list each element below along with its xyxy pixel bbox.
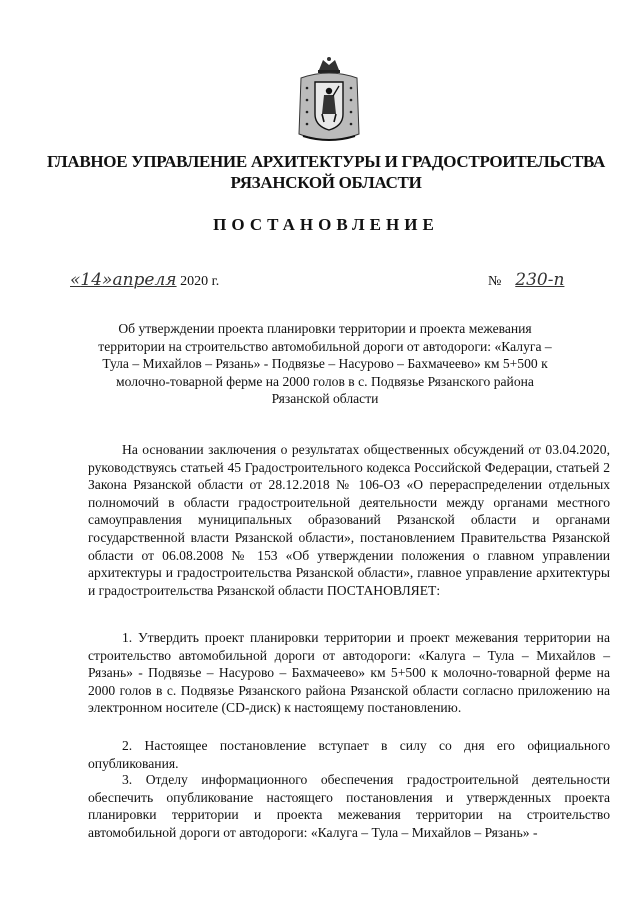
- date-year: 2020 г.: [180, 274, 220, 289]
- subject-line: молочно-товарной ферме на 2000 голов в с. Подвязье Рязанского района: [116, 373, 534, 389]
- date-close-quote: »: [102, 270, 113, 290]
- paragraph-text: 3. Отделу информационного обеспечения градостроительной деятельности обеспечить опубликование настоящего постановления и утвержденных проекта планировки территории и проекта межевания территории на строительство автомобильной дороги от автодороги: «Калуга – Тула – Михайлов – Рязань» -: [88, 772, 610, 840]
- document-number: [488, 270, 588, 290]
- clause-2: [88, 737, 610, 772]
- paragraph-text: 1. Утвердить проект планировки территории и проект межевания территории на строительство автомобильной дороги от автодороги: «Калуга – Тула – Михайлов – Рязань» - Подвязье – Насурово – Бахмачеево» км 5+500 к молочно-товарной ферме на 2000 голов в с. Подвязье Рязанского района Рязанской области согласно приложению на электронном носителе (CD-диск) к настоящему постановлению.: [88, 630, 610, 716]
- document-type-title: ПОСТАНОВЛЕНИЕ: [213, 215, 439, 234]
- subject-line: территории на строительство автомобильной дороги от автодороги: «Калуга –: [98, 338, 552, 354]
- document-date: [70, 270, 219, 290]
- organization-name-line-2: РЯЗАНСКОЙ ОБЛАСТИ: [230, 173, 422, 192]
- date-day: 14: [80, 270, 103, 290]
- date-open-quote: «: [70, 270, 81, 290]
- preamble-paragraph: [88, 441, 610, 599]
- subject-line: Об утверждении проекта планировки территории и проекта межевания: [118, 321, 532, 336]
- number-label: №: [488, 274, 502, 289]
- paragraph-text: На основании заключения о результатах общественных обсуждений от 03.04.2020, руководствуясь статьей 45 Градостроительного кодекса Российской Федерации, статьей 2 Закона Рязанской области от 28.12.2018 № 106-ОЗ «О перераспределении отдельных полномочий в области градостроительной деятельности между органами местного самоуправления муниципальных образований Рязанской области и органами государственной власти Рязанской области», постановлением Правительства Рязанской области от 06.08.2008 № 153 «Об утверждении положения о главном управлении архитектуры и градостроительства Рязанской области», главное управление архитектуры и градостроительства Рязанской области ПОСТАНОВЛЯЕТ:: [88, 442, 610, 598]
- organization-name-line-1: ГЛАВНОЕ УПРАВЛЕНИЕ АРХИТЕКТУРЫ И ГРАДОСТРОИТЕЛЬСТВА: [47, 152, 605, 171]
- number-value: 230-п: [515, 270, 565, 290]
- document-subject: [90, 320, 560, 408]
- coat-of-arms-icon: [293, 56, 365, 146]
- paragraph-text: 2. Настоящее постановление вступает в силу со дня его официального опубликования.: [88, 738, 610, 771]
- clause-1: [88, 629, 610, 717]
- clause-3: [88, 771, 610, 841]
- subject-line: Тула – Михайлов – Рязань» - Подвязье – Насурово – Бахмачеево» км 5+500 к: [102, 356, 548, 371]
- date-month: апреля: [112, 270, 177, 290]
- subject-line: Рязанской области: [271, 391, 379, 406]
